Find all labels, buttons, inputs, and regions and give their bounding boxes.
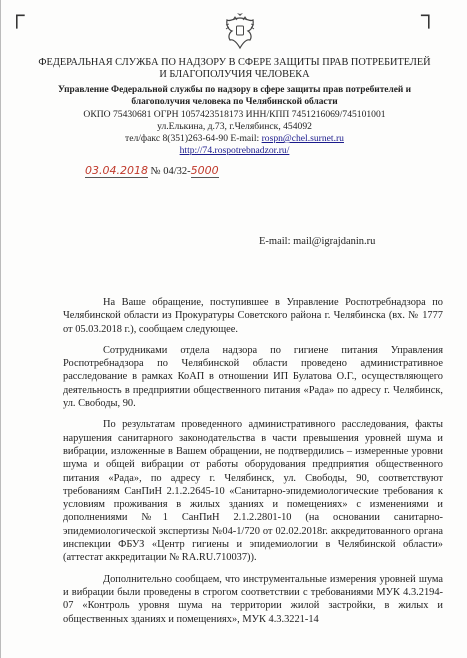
phone-fax-label: тел/факс 8(351)263-64-90 E-mail: [125, 133, 262, 144]
paragraph-2: Сотрудниками отдела надзора по гигиене питания Управления Роспотребнадзора по Челябинской области проведено административное расследование в рамках КоАП в отношении ИП Булатова О.Г., осуществляющего деятельность в предприятии общественного питания «Рада» по адресу г. Челябинск, ул. Свободы, 90. [63, 344, 443, 410]
outgoing-number [85, 164, 219, 178]
agency-name-line1: ФЕДЕРАЛЬНАЯ СЛУЖБА ПО НАДЗОРУ В СФЕРЕ ЗАЩИТЫ ПРАВ ПОТРЕБИТЕЛЕЙ [38, 57, 431, 68]
department-name-line2: благополучия человека по Челябинской области [131, 97, 338, 107]
website-link[interactable]: http://74.rospotrebnadzor.ru/ [179, 145, 290, 156]
recipient-email: E-mail: mail@igrajdanin.ru [259, 236, 376, 247]
paragraph-3: По результатам проведенного административного расследования, факты нарушения санитарного законодательства в части превышения уровней шума и вибрации, изложенные в Вашем обращении, не подтвердились – измеренные уровни шума и общей вибрации от работы оборудования предприятия общественного питания «Рада», по адресу г. Челябинск, ул. Свободы, 90, соответствуют требованиям СанПиН 2.1.2.2645-10 «Санитарно-эпидемиологические требования к условиям проживания в жилых зданиях и помещениях» с изменениями и дополнениями №1 СанПиН 2.1.2.2801-10 (на основании санитарно-эпидемиологической экспертизы №04-1/720 от 02.02.2018г. аккредитованного органа инспекции ФБУЗ «Центр гигиены и эпидемиологии в Челябинской области» (аттестат аккредитации № RA.RU.710037)). [63, 419, 443, 564]
letter-body [63, 296, 443, 626]
agency-email-link[interactable]: rospn@chel.surnet.ru [261, 133, 344, 144]
paragraph-1: На Ваше обращение, поступившее в Управление Роспотребнадзора по Челябинской области из Прокуратуры Советского района г. Челябинска (вх. № 1777 от 05.03.2018 г.), сообщаем следующее. [63, 297, 443, 335]
russian-coat-of-arms-icon [223, 12, 257, 52]
paragraph-4: Дополнительно сообщаем, что инструментальные измерения уровней шума и вибрации были проведены в строгом соответствии с требованиями МУК 4.3.2194-07 «Контроль уровня шума на территории жилой застройки, в жилых и общественных зданиях и помещениях», МУК 4.3.3221-14 [63, 573, 443, 625]
corner-mark-top-right: ┐ [421, 2, 437, 27]
handwritten-number: 5000 [190, 164, 219, 177]
contact-line [1, 133, 467, 145]
handwritten-date: 03.04.2018 [85, 164, 148, 177]
website-line [1, 145, 467, 157]
agency-name-line2: И БЛАГОПОЛУЧИЯ ЧЕЛОВЕКА [159, 69, 310, 80]
department-name-line1: Управление Федеральной службы по надзору в сфере защиты прав потребителей и [57, 85, 412, 95]
corner-mark-top-left: ┌ [9, 2, 25, 27]
registration-codes: ОКПО 75430681 ОГРН 1057423518173 ИНН/КПП 7451216069/745101001 [83, 109, 386, 120]
number-label: № 04/32- [150, 166, 191, 177]
address: ул.Елькина, д.73, г.Челябинск, 454092 [157, 121, 312, 132]
